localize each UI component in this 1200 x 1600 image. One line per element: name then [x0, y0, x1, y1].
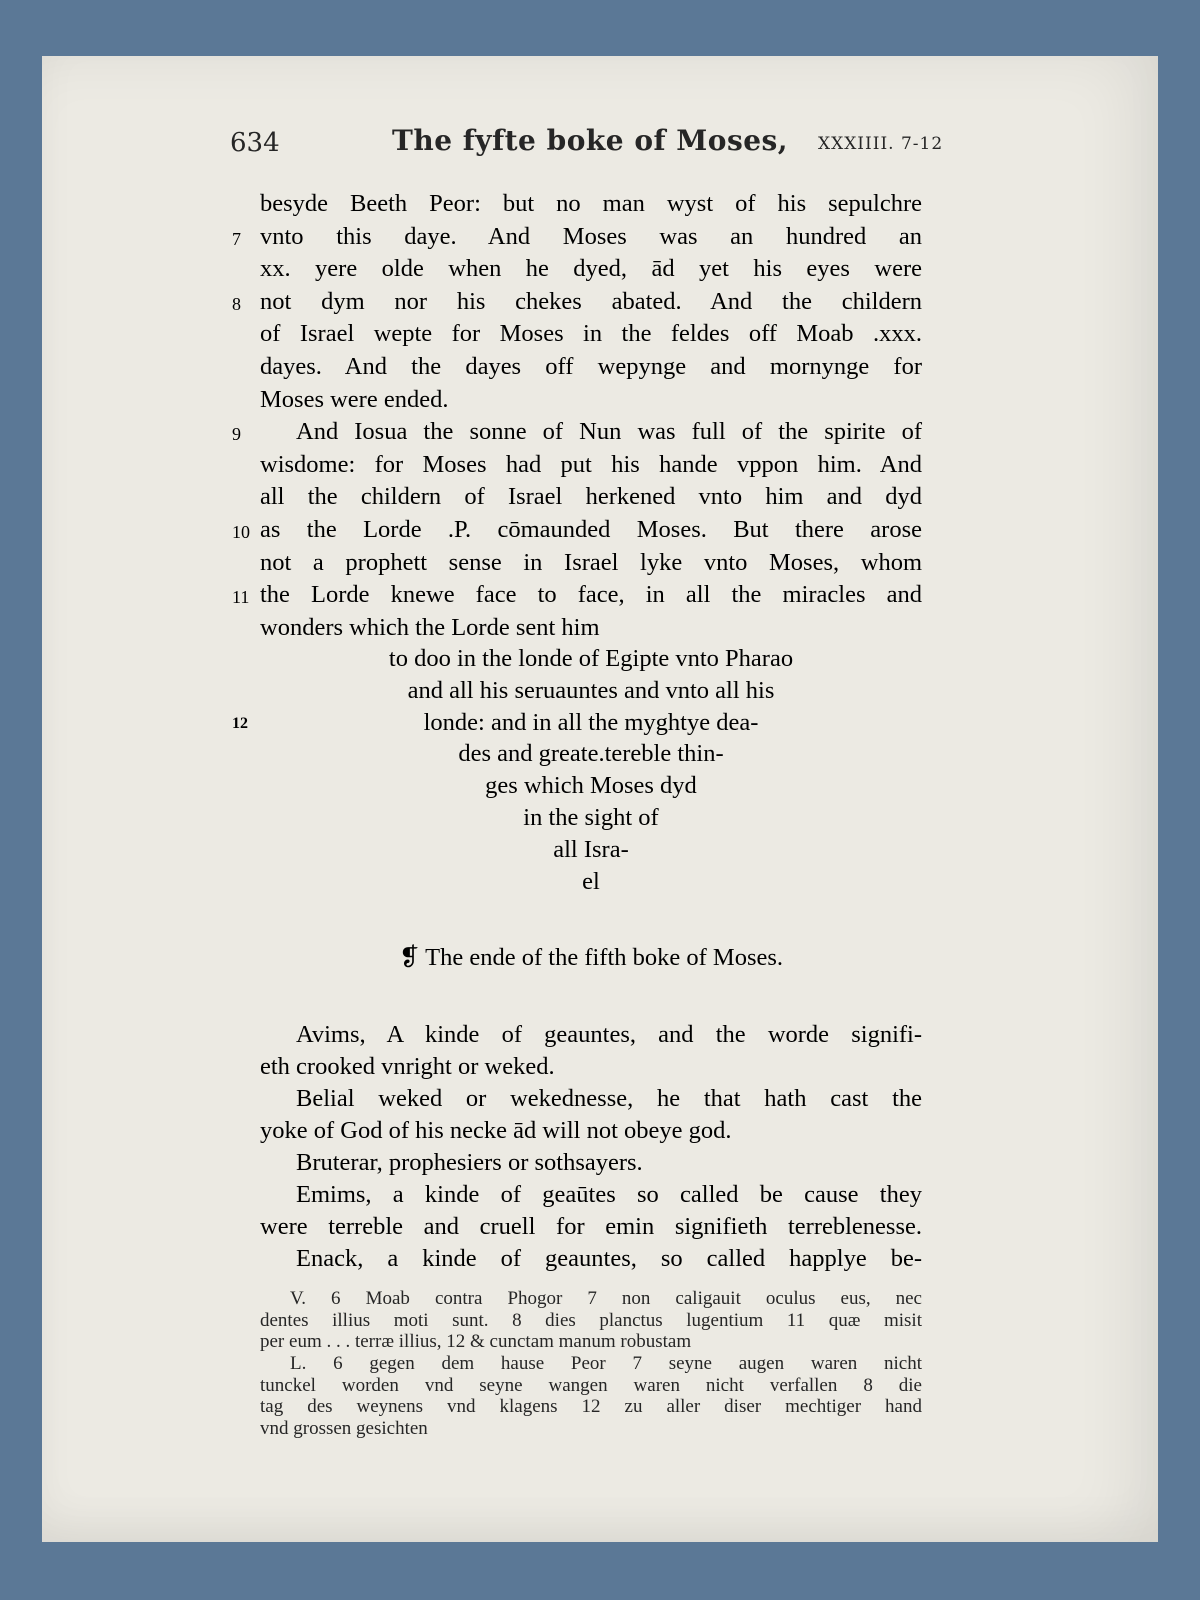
verse-number: 11: [232, 587, 250, 608]
text-line: all the childern of Israel herkened vnto him and dyd: [260, 483, 922, 511]
text-line: as the Lorde .P. cōmaunded Moses. But there arose: [260, 516, 922, 543]
running-title: The fyfte boke of Moses,: [392, 124, 789, 157]
glossary-line: Bruterar, prophesiers or sothsayers.: [296, 1149, 643, 1176]
glossary-line: eth crooked vnright or weked.: [260, 1053, 555, 1080]
text-line: vnto this daye. And Moses was an hundred an: [260, 222, 922, 250]
text-line: And Iosua the sonne of Nun was full of the spirite of: [296, 418, 922, 446]
footnote-line: V. 6 Moab contra Phogor 7 non caligauit oculus eus, nec: [290, 1288, 922, 1309]
text-line: ges which Moses dyd: [485, 772, 697, 800]
text-line: all Isra-: [553, 835, 629, 863]
footnote-line: L. 6 gegen dem hause Peor 7 seyne augen waren nicht: [290, 1353, 922, 1374]
text-line: el: [582, 867, 600, 895]
text-line: dayes. And the dayes off wepynge and mornynge for: [260, 353, 922, 380]
text-line: besyde Beeth Peor: but no man wyst of his sepulchre: [260, 190, 922, 217]
text-line: and all his seruauntes and vnto all his: [407, 676, 775, 704]
glossary-line: Avims, A kinde of geauntes, and the worde signifi-: [296, 1021, 922, 1048]
text-line: wisdome: for Moses had put his hande vppon him. And: [260, 450, 922, 478]
footnote-line: dentes illius moti sunt. 8 dies planctus lugentium 11 quæ misit: [260, 1309, 922, 1331]
text-line: in the sight of: [523, 804, 659, 831]
glossary-line: Enack, a kinde of geauntes, so called happlye be-: [296, 1245, 922, 1272]
verse-number: 7: [232, 228, 241, 249]
text-line: xx. yere olde when he dyed, ād yet his eyes were: [260, 255, 922, 283]
footnote-line: vnd grossen gesichten: [260, 1417, 428, 1439]
footnote-line: tag des weynens vnd klagens 12 zu aller diser mechtiger hand: [260, 1396, 922, 1417]
text-line: londe: and in all the myghtye dea-: [423, 708, 759, 736]
verse-number: 8: [232, 293, 241, 314]
text-line: wonders which the Lorde sent him: [260, 613, 600, 641]
text-line: of Israel wepte for Moses in the feldes off Moab .xxx.: [260, 320, 922, 348]
footnote-line: per eum . . . terræ illius, 12 & cunctam manum robustam: [260, 1331, 692, 1352]
chapter-reference: XXXIIII. 7-12: [818, 134, 944, 154]
glossary-line: were terreble and cruell for emin signifieth terreblenesse.: [260, 1213, 922, 1240]
footnote-line: tunckel worden vnd seyne wangen waren nicht verfallen 8 die: [260, 1374, 922, 1396]
glossary-line: Emims, a kinde of geaūtes so called be cause they: [296, 1181, 922, 1208]
book-page: [42, 56, 1158, 1542]
text-line: not dym nor his chekes abated. And the childern: [260, 287, 922, 315]
verse-number: 9: [232, 424, 241, 445]
text-line: to doo in the londe of Egipte vnto Pharao: [388, 645, 794, 672]
verse-number: 12: [232, 714, 248, 732]
verse-number: 10: [232, 522, 250, 542]
ende-line: ❡ The ende of the fifth boke of Moses.: [398, 944, 784, 971]
page-header: [42, 124, 1158, 164]
text-line: the Lorde knewe face to face, in all the miracles and: [260, 581, 922, 609]
glossary-line: Belial weked or wekednesse, he that hath cast the: [296, 1085, 922, 1112]
glossary-line: yoke of God of his necke ād will not obeye god.: [260, 1117, 732, 1144]
text-line: Moses were ended.: [260, 385, 449, 413]
text-line: not a prophett sense in Israel lyke vnto Moses, whom: [260, 548, 922, 576]
text-line: des and greate.tereble thin-: [458, 740, 724, 768]
page-number: 634: [230, 128, 280, 158]
